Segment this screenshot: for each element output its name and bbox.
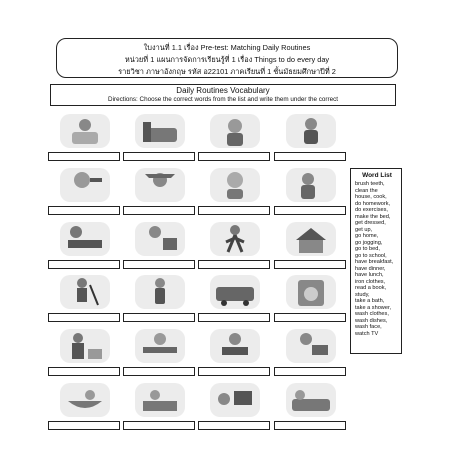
answer-box[interactable] [48, 260, 120, 269]
boy-running-icon [210, 222, 260, 256]
word-list-item: take a bath, [355, 298, 385, 304]
picture-cell [48, 275, 120, 323]
boy-eating-icon [286, 114, 336, 148]
school-bus-icon [210, 275, 260, 309]
word-list-item: study, [355, 291, 370, 298]
boy-dressing-icon [286, 168, 336, 202]
boy-reading-book-icon [60, 222, 110, 256]
worksheet-header [56, 38, 398, 78]
picture-cell [274, 168, 346, 216]
picture-cell [198, 168, 270, 216]
picture-cell [274, 329, 346, 377]
picture-grid [48, 114, 346, 448]
word-list-item: go to bed, [355, 246, 380, 252]
vocabulary-title: Daily Routines Vocabulary [176, 86, 270, 95]
answer-box[interactable] [123, 152, 195, 161]
picture-cell [198, 383, 270, 431]
girl-in-bathtub-icon [60, 383, 110, 417]
boy-washing-face-icon [210, 168, 260, 202]
girl-in-bed-icon [286, 383, 336, 417]
word-list-item: watch TV [355, 330, 379, 337]
word-list-item: wash clothes, [355, 311, 389, 317]
girl-brushing-teeth-icon [60, 168, 110, 202]
answer-box[interactable] [123, 260, 195, 269]
word-list-item: wash dishes, [355, 317, 388, 324]
word-list-item: get dressed, [355, 220, 386, 226]
picture-cell [274, 114, 346, 162]
picture-cell [198, 329, 270, 377]
answer-box[interactable] [48, 152, 120, 161]
washing-dishes-icon [135, 383, 185, 417]
answer-box[interactable] [274, 313, 346, 322]
answer-box[interactable] [48, 313, 120, 322]
word-list-item: make the bed, [355, 213, 391, 220]
answer-box[interactable] [198, 206, 270, 215]
word-list-item: wash face, [355, 324, 382, 330]
word-list-item: house, cook, [355, 194, 387, 200]
word-list-item: clean the [355, 187, 378, 194]
word-list-item: brush teeth, [355, 181, 385, 187]
picture-cell [274, 222, 346, 270]
word-list-item: have dinner, [355, 265, 386, 272]
girl-showering-icon [135, 168, 185, 202]
answer-box[interactable] [198, 260, 270, 269]
answer-box[interactable] [274, 421, 346, 430]
picture-cell [198, 114, 270, 162]
boy-watching-tv-icon [210, 383, 260, 417]
bed-icon [135, 114, 185, 148]
picture-cell [123, 168, 195, 216]
answer-box[interactable] [274, 206, 346, 215]
girl-washing-clothes-icon [60, 329, 110, 363]
answer-box[interactable] [198, 367, 270, 376]
course-line: รายวิชา ภาษาอังกฤษ รหัส อ22101 ภาคเรียนที่ 1 ชั้นมัธยมศึกษาปีที่ 2 [118, 67, 336, 76]
picture-cell [123, 114, 195, 162]
picture-cell [123, 383, 195, 431]
word-list-item: go home, [355, 233, 379, 239]
word-list-item: get up, [355, 226, 373, 233]
answer-box[interactable] [123, 313, 195, 322]
word-list-item: read a book, [355, 285, 387, 291]
word-list-item: do exercises, [355, 207, 388, 213]
word-list-item: take a shower, [355, 304, 392, 311]
word-list-box [350, 168, 402, 354]
directions-text: Directions: Choose the correct words from the list and write them under the correct [108, 96, 338, 103]
boy-lunch-icon [210, 329, 260, 363]
word-list-item: have lunch, [355, 272, 384, 278]
sleepy-boy-on-bed-icon [60, 114, 110, 148]
picture-cell [48, 383, 120, 431]
word-list-item: do homework, [355, 200, 391, 207]
girl-homework-icon [286, 329, 336, 363]
picture-cell [48, 222, 120, 270]
answer-box[interactable] [48, 367, 120, 376]
picture-cell [274, 383, 346, 431]
boy-waking-up-icon [210, 114, 260, 148]
picture-cell [48, 168, 120, 216]
picture-cell [48, 329, 120, 377]
picture-cell [198, 275, 270, 323]
dinner-table-icon [135, 329, 185, 363]
word-list [355, 181, 399, 337]
vocabulary-box [50, 84, 396, 106]
answer-box[interactable] [123, 206, 195, 215]
picture-cell [48, 114, 120, 162]
picture-cell [198, 222, 270, 270]
answer-box[interactable] [198, 313, 270, 322]
picture-cell [123, 222, 195, 270]
answer-box[interactable] [198, 421, 270, 430]
picture-cell [123, 275, 195, 323]
unit-line: หน่วยที่ 1 แผนการจัดการเรียนรู้ที่ 1 เรื่อง Things to do every day [124, 55, 330, 64]
word-list-title: Word List [362, 172, 392, 179]
word-list-item: go to school, [355, 252, 387, 259]
answer-box[interactable] [123, 421, 195, 430]
house-icon [286, 222, 336, 256]
answer-box[interactable] [48, 421, 120, 430]
answer-box[interactable] [274, 367, 346, 376]
picture-cell [123, 329, 195, 377]
answer-box[interactable] [274, 152, 346, 161]
answer-box[interactable] [48, 206, 120, 215]
answer-box[interactable] [274, 260, 346, 269]
washing-machine-icon [286, 275, 336, 309]
worksheet-title: ใบงานที่ 1.1 เรื่อง Pre-test: Matching Daily Routines [143, 43, 311, 52]
word-list-item: go jogging, [355, 239, 383, 246]
answer-box[interactable] [123, 367, 195, 376]
boy-sweeping-icon [60, 275, 110, 309]
word-list-item: have breakfast, [355, 259, 394, 265]
picture-cell [274, 275, 346, 323]
answer-box[interactable] [198, 152, 270, 161]
word-list-item: iron clothes, [355, 278, 386, 285]
boy-walking-to-school-icon [135, 275, 185, 309]
girl-cooking-icon [135, 222, 185, 256]
